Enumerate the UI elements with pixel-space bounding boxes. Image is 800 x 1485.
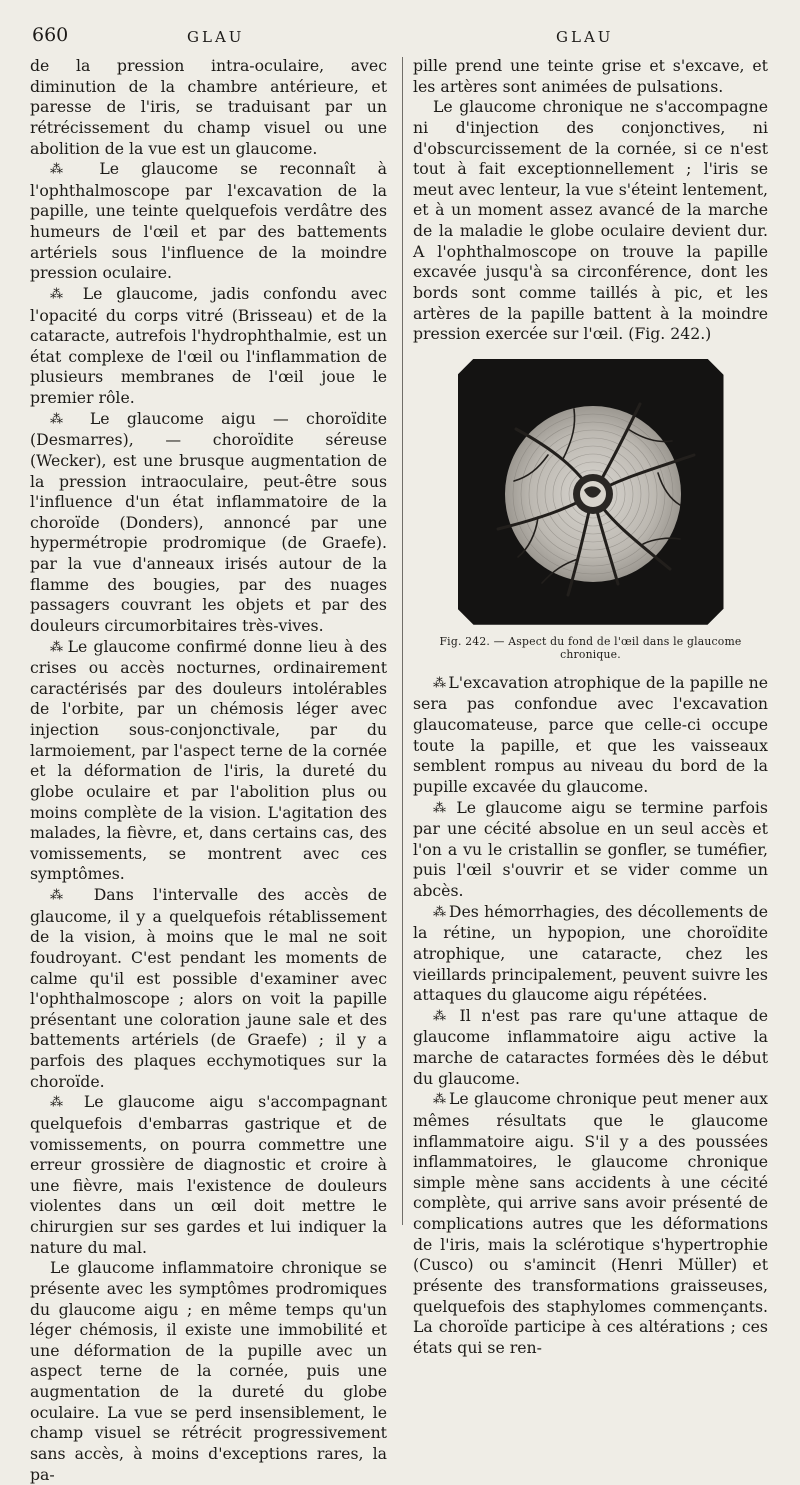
page-number: 660: [32, 24, 69, 46]
paragraph-text: pille prend une teinte grise et s'excave, et les artères sont animées de pulsations.: [413, 56, 768, 96]
asterism-mark: ⁂: [433, 1092, 449, 1108]
right-column-top-text: [413, 56, 768, 345]
paragraph: [413, 798, 768, 902]
paragraph-text: Des hémorrhagies, des décollements de la rétine, un hypopion, une choroïdite atrophique, une cataracte, chez les vieillards principalement, peuvent suivre les attaques du glaucome aigu répétées.: [413, 901, 768, 1005]
asterism-mark: ⁂: [50, 162, 100, 178]
asterism-mark: ⁂: [433, 800, 457, 816]
paragraph: [30, 885, 387, 1092]
running-head-right: GLAU: [556, 28, 614, 46]
paragraph-text: Le glaucome, jadis confondu avec l'opacité du corps vitré (Brisseau) et de la cataracte, autrefois l'hydrophthalmie, est un état complexe de l'œil ou l'inflammation de plusieurs membranes de l'œil joue le premier rôle.: [30, 283, 387, 407]
paragraph-text: Le glaucome aigu se termine parfois par une cécité absolue en un seul accès et l'on a vu le cristallin se gonfler, se tuméfier, puis l'œil s'ouvrir et se vider comme un abcès.: [413, 797, 768, 900]
paragraph: [30, 409, 387, 637]
fundus-drawing: [458, 359, 724, 625]
running-head-left: GLAU: [187, 28, 245, 46]
right-column: [413, 56, 768, 1358]
figure-caption: Fig. 242. — Aspect du fond de l'œil dans le glaucome chronique.: [439, 634, 742, 661]
paragraph-text: L'excavation atrophique de la papille ne sera pas confondue avec l'excavation glaucomateuse, parce que celle-ci occupe toute la papille, et que les vaisseaux semblent rompus au niveau du bord de la pupille excavée du glaucome.: [413, 672, 768, 796]
asterism-mark: ⁂: [433, 904, 449, 920]
page-header: [0, 18, 800, 52]
paragraph: [30, 637, 387, 886]
paragraph-text: Le glaucome confirmé donne lieu à des crises ou accès nocturnes, ordinairement caractérisés par des douleurs intolérables de l'orbite, par un chémosis léger avec injection sous-conjonctivale, par du larmoiement, par l'aspect terne de la cornée et la déformation de l'iris, la dureté du globe oculaire et par l'abolition plus ou moins complète de la vision. L'agitation des malades, la fièvre, et, dans certains cas, des vomissements, se montrent avec ces symptômes.: [30, 636, 387, 884]
paragraph-text: de la pression intra-oculaire, avec diminution de la chambre antérieure, et paresse de l'iris, se traduisant par un rétrécissement du champ visuel ou une abolition de la vue est un glaucome.: [30, 56, 387, 158]
paragraph-text: Le glaucome se reconnaît à l'ophthalmoscope par l'excavation de la papille, une teinte quelquefois verdâtre des humeurs de l'œil et par des battements artériels sous l'influence de la moindre pression oculaire.: [30, 159, 387, 283]
paragraph: [413, 1089, 768, 1358]
paragraph-text: Le glaucome aigu s'accompagnant quelquefois d'embarras gastrique et de vomissements, on pourra commettre une erreur grossière de diagnostic et croire à une fièvre, mais l'existence de douleurs violentes dans un œil doit mettre le chirurgien sur ses gardes et lui indiquer la nature du mal.: [30, 1092, 387, 1257]
asterism-mark: ⁂: [50, 411, 90, 427]
asterism-mark: ⁂: [433, 675, 449, 691]
paragraph: [413, 97, 768, 345]
asterism-mark: ⁂: [433, 1008, 460, 1024]
paragraph-text: Dans l'intervalle des accès de glaucome, il y a quelquefois rétablissement de la vision, à moins que le mal ne soit foudroyant. C'est pendant les moments de calme qu'il est possible d'examiner avec l'ophthalmoscope ; alors on voit la papille présentant une coloration jaune sale et des battements artériels (de Graefe) ; il y a parfois des plaques ecchymotiques sur la choroïde.: [30, 885, 387, 1091]
paragraph-text: Il n'est pas rare qu'une attaque de glaucome inflammatoire aigu active la marche de cataractes formées dès le début du glaucome.: [413, 1005, 768, 1088]
asterism-mark: ⁂: [50, 639, 68, 655]
paragraph: [413, 1006, 768, 1090]
paragraph-text: Le glaucome inflammatoire chronique se présente avec les symptômes prodromiques du glaucome aigu ; en même temps qu'un léger chémosis, il existe une immobilité et une déformation de la pupille avec un aspect terne de la cornée, puis une augmentation de la dureté du globe oculaire. La vue se perd insensiblement, le champ visuel se rétrécit progressivement sans accès, à moins d'exceptions rares, la pa-: [30, 1258, 387, 1484]
paragraph-text: Le glaucome aigu — choroïdite (Desmarres), — choroïdite séreuse (Wecker), est une brusque augmentation de la pression intraoculaire, peut-être sous l'influence d'un état inflammatoire de la choroïde (Donders), annoncé par une hypermétropie prodromique (de Graefe). par la vue d'anneaux irisés autour de la flamme des bougies, par des nuages passagers couvrant les objets et par des douleurs circumorbitaires très-vives.: [30, 408, 387, 635]
right-column-bottom-text: [413, 673, 768, 1359]
paragraph: [30, 1258, 387, 1485]
figure-242: [413, 359, 768, 661]
asterism-mark: ⁂: [50, 888, 94, 903]
paragraph: [30, 284, 387, 409]
paragraph: [413, 56, 768, 97]
paragraph: [30, 56, 387, 159]
paragraph: [30, 159, 387, 284]
paragraph: [30, 1092, 387, 1258]
fundus-illustration: [458, 359, 724, 625]
paragraph: [413, 902, 768, 1006]
paragraph-text: Le glaucome chronique ne s'accompagne ni d'injection des conjonctives, ni d'obscurcissement de la cornée, si ce n'est tout à fait exceptionnellement ; l'iris se meut avec lenteur, la vue s'éteint lentement, et à un moment assez avancé de la marche de la maladie le globe oculaire devient dur. A l'ophthalmoscope on trouve la papille excavée jusqu'à sa circonférence, dont les bords sont comme taillés à pic, et les artères de la papille battent à la moindre pression exercée sur l'œil. (Fig. 242.): [413, 97, 768, 344]
asterism-mark: ⁂: [50, 1095, 84, 1111]
paragraph-text: Le glaucome chronique peut mener aux mêmes résultats que le glaucome inflammatoire aigu. S'il y a des poussées inflammatoires, le glaucome chronique simple mène sans accidents à une cécité complète, qui arrive sans avoir présenté de complications autres que les déformations de l'iris, mais la sclérotique s'hypertrophie (Cusco) ou s'amincit (Henri Müller) et présente des transformations graisseuses, quelquefois des staphylomes commençants. La choroïde participe à ces altérations ; ces états qui se ren-: [413, 1089, 768, 1357]
paragraph: [413, 673, 768, 798]
asterism-mark: ⁂: [50, 286, 83, 302]
left-column: [30, 56, 387, 1485]
column-divider: [402, 57, 403, 1225]
